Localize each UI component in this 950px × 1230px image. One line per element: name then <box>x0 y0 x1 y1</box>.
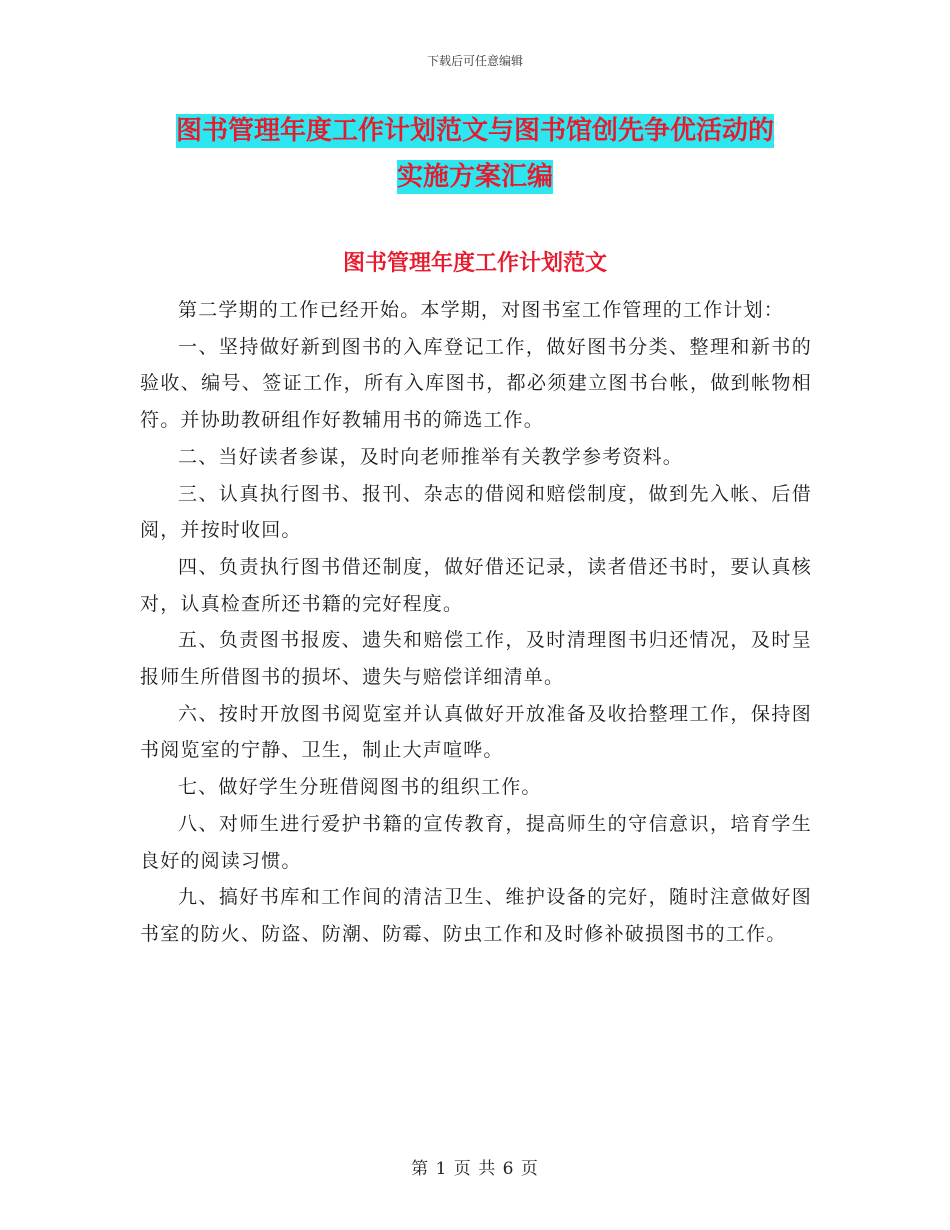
paragraph: 一、坚持做好新到图书的入库登记工作，做好图书分类、整理和新书的验收、编号、签证工作，所有入库图书，都必须建立图书台帐，做到帐物相符。并协助教研组作好教辅用书的筛选工作。 <box>140 335 812 432</box>
section-title: 图书管理年度工作计划范文 <box>342 251 607 276</box>
paragraph: 四、负责执行图书借还制度，做好借还记录，读者借还书时，要认真核对，认真检查所还书籍的完好程度。 <box>140 555 812 615</box>
paragraph: 九、搞好书库和工作间的清洁卫生、维护设备的完好，随时注意做好图书室的防火、防盗、防潮、防霉、防虫工作和及时修补破损图书的工作。 <box>140 886 812 945</box>
page-footer: 第 1 页 共 6 页 <box>411 1159 539 1179</box>
document-title-line-1: 图书管理年度工作计划范文与图书馆创先争优活动的 <box>175 116 774 146</box>
document-title <box>140 108 810 200</box>
paragraph: 六、按时开放图书阅览室并认真做好开放准备及收拾整理工作，保持图书阅览室的宁静、卫生，制止大声喧哗。 <box>140 702 812 762</box>
header-note: 下载后可任意编辑 <box>426 54 523 68</box>
paragraph: 三、认真执行图书、报刊、杂志的借阅和赔偿制度，做到先入帐、后借阅，并按时收回。 <box>140 482 812 542</box>
paragraph: 第二学期的工作已经开始。本学期，对图书室工作管理的工作计划： <box>178 299 785 321</box>
paragraph: 五、负责图书报废、遗失和赔偿工作，及时清理图书归还情况，及时呈报师生所借图书的损坏、遗失与赔偿详细清单。 <box>140 629 812 689</box>
paragraph: 七、做好学生分班借阅图书的组织工作。 <box>178 776 542 799</box>
body-text <box>140 292 812 953</box>
document-title-line-2: 实施方案汇编 <box>396 162 553 192</box>
paragraph: 二、当好读者参谋，及时向老师推举有关教学参考资料。 <box>178 445 684 468</box>
paragraph: 八、对师生进行爱护书籍的宣传教育，提高师生的守信意识，培育学生良好的阅读习惯。 <box>140 812 812 872</box>
